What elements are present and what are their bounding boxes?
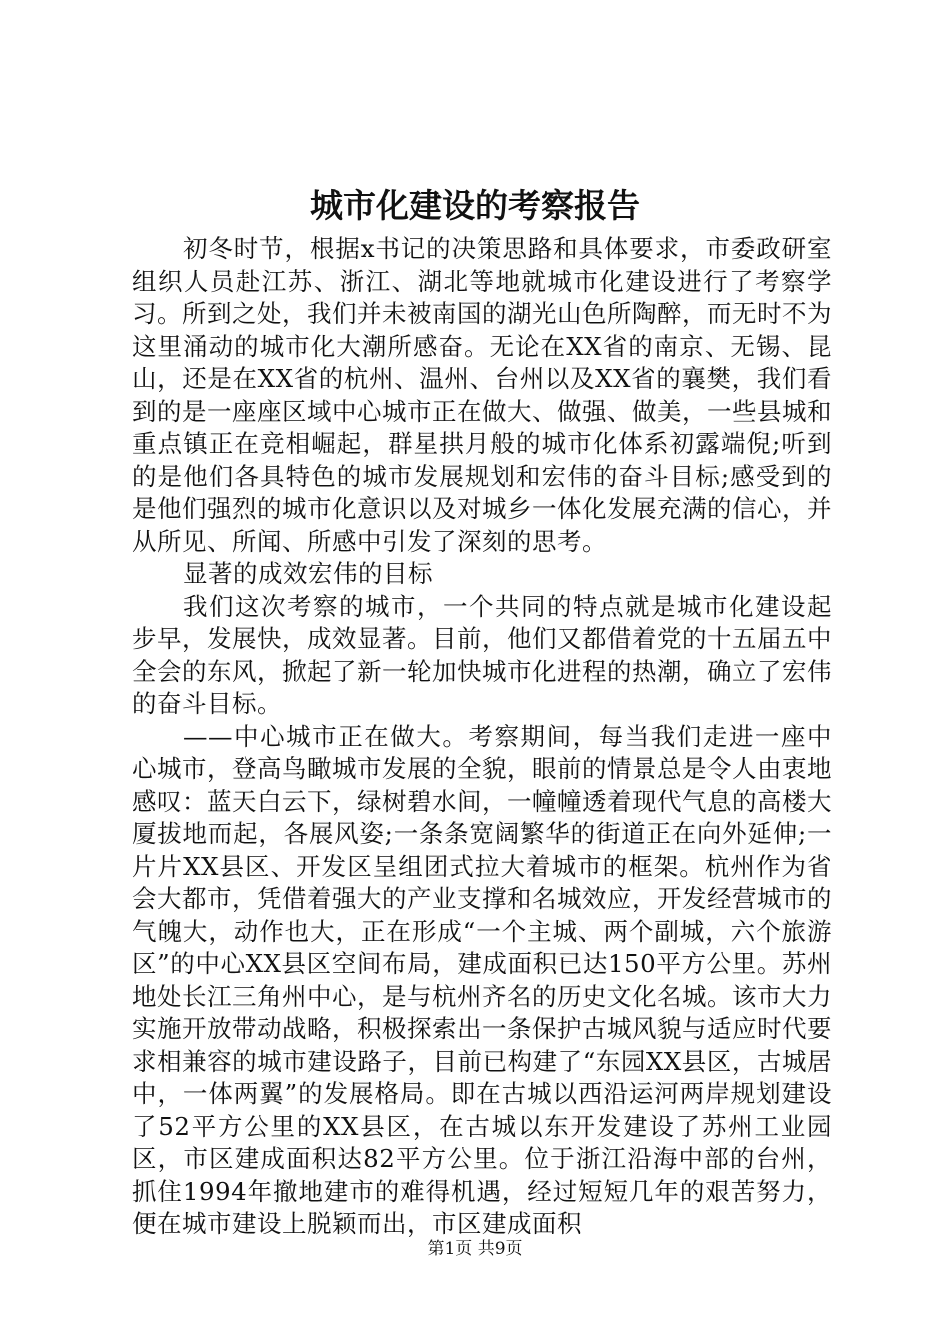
paragraph-intro: 初冬时节，根据x书记的决策思路和具体要求，市委政研室组织人员赴江苏、浙江、湖北等地就城市化建设进行了考察学习。所到之处，我们并未被南国的湖光山色所陶醉，而无时不为这里涌动的城市化大潮所感奋。无论在XX省的南京、无锡、昆山，还是在XX省的杭州、温州、台州以及XX省的襄樊，我们看到的是一座座区域中心城市正在做大、做强、做美，一些县城和重点镇正在竞相崛起，群星拱月般的城市化体系初露端倪;听到的是他们各具特色的城市发展规划和宏伟的奋斗目标;感受到的是他们强烈的城市化意识以及对城乡一体化发展充满的信心，并从所见、所闻、所感中引发了深刻的思考。 [132, 234, 832, 556]
section-heading: 显著的成效宏伟的目标 [183, 559, 433, 588]
document-body [132, 233, 832, 1241]
paragraph-overview: 我们这次考察的城市，一个共同的特点就是城市化建设起步早，发展快，成效显著。目前，他们又都借着党的十五届五中全会的东风，掀起了新一轮加快城市化进程的热潮，确立了宏伟的奋斗目标。 [132, 591, 832, 718]
document-title: 城市化建设的考察报告 [310, 186, 640, 225]
paragraph-central-cities: ——中心城市正在做大。考察期间，每当我们走进一座中心城市，登高鸟瞰城市发展的全貌，眼前的情景总是令人由衷地感叹：蓝天白云下，绿树碧水间，一幢幢透着现代气息的高楼大厦拔地而起，各展风姿;一条条宽阔繁华的街道正在向外延伸;一片片XX县区、开发区呈组团式拉大着城市的框架。杭州作为省会大都市，凭借着强大的产业支撑和名城效应，开发经营城市的气魄大，动作也大，正在形成“一个主城、两个副城，六个旅游区”的中心XX县区空间布局，建成面积已达150平方公里。苏州地处长江三角州中心，是与杭州齐名的历史文化名城。该市大力实施开放带动战略，积极探索出一条保护古城风貌与适应时代要求相兼容的城市建设路子，目前已构建了“东园XX县区，古城居中，一体两翼”的发展格局。即在古城以西沿运河两岸规划建设了52平方公里的XX县区，在古城以东开发建设了苏州工业园区，市区建成面积达82平方公里。位于浙江沿海中部的台州，抓住1994年撤地建市的难得机遇，经过短短几年的艰苦努力，便在城市建设上脱颖而出，市区建成面积 [132, 721, 832, 1238]
page-number-footer: 第1页 共9页 [427, 1239, 523, 1259]
